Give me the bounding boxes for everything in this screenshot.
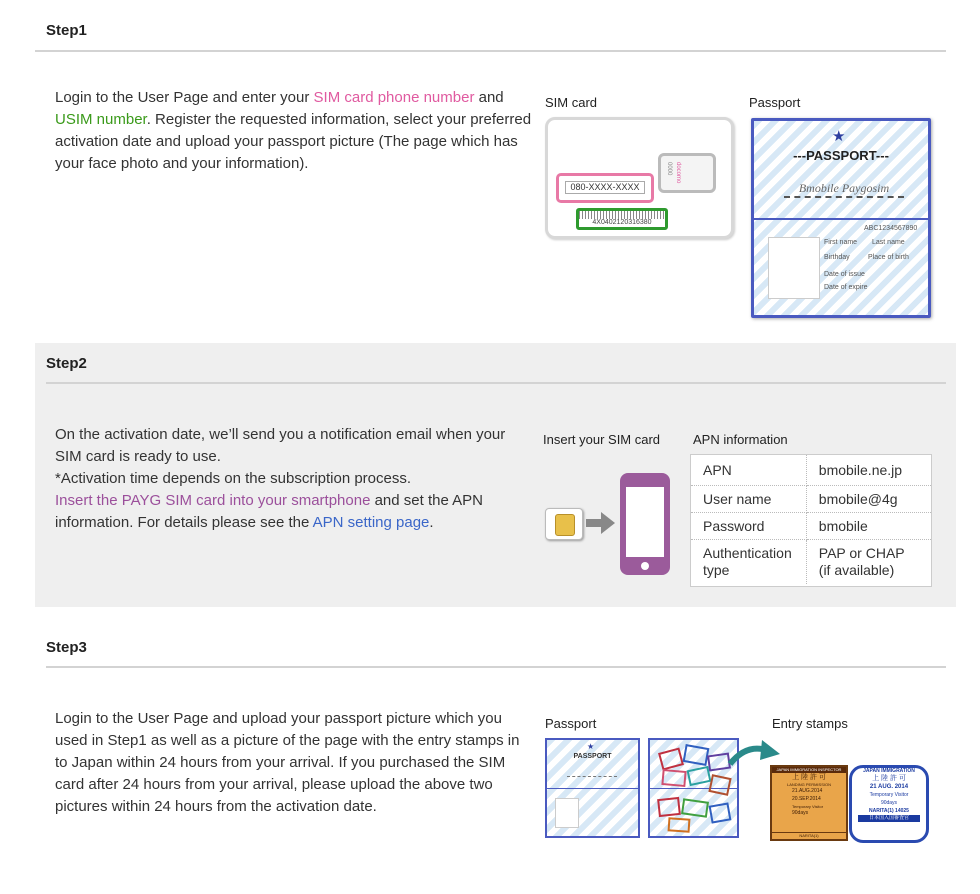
apn-value: bmobile.ne.jp	[806, 455, 931, 485]
stamp1-date1: 21.AUG.2014	[792, 788, 823, 794]
passport-fold	[754, 218, 928, 220]
apn-table	[690, 454, 932, 587]
passport-date-of-expire: Date of expire	[824, 284, 868, 291]
apn-info-caption: APN information	[693, 432, 788, 447]
apn-setting-link[interactable]: APN setting page	[312, 514, 430, 531]
apn-key: Password	[691, 512, 806, 539]
step2-divider	[46, 382, 946, 384]
passport-birthday: Birthday	[824, 254, 850, 261]
step1-text-c: . Register the requested information, select your preferred activation date and upload your passport picture (The page which has your face photo and your information).	[55, 111, 532, 172]
step2-line1: On the activation date, we’ll send you a notification email when your SIM card is ready to use.	[55, 426, 506, 465]
step2-note: *Activation time depends on the subscription process.	[55, 470, 412, 487]
sim-chip-icon: 0000 docomo	[658, 153, 716, 193]
step1-divider	[35, 50, 946, 52]
passport-number: ABC1234567890	[864, 225, 918, 232]
stamp2-footer: 日本国入国審査官	[858, 815, 920, 822]
apn-row	[691, 455, 931, 485]
mini-passport-heading: PASSPORT	[573, 753, 612, 760]
step1-text-b: and	[474, 89, 504, 106]
apn-key: User name	[691, 485, 806, 512]
step3-title: Step3	[46, 639, 87, 656]
step1-title: Step1	[46, 22, 87, 39]
apn-row	[691, 485, 931, 512]
apn-value: PAP or CHAP (if available)	[818, 544, 905, 578]
star-icon: ★	[832, 128, 846, 145]
stamp1-title: LANDING PERMISSION	[786, 782, 831, 787]
step2-description	[55, 424, 533, 534]
mini-passport-info-page	[545, 738, 640, 838]
passport-place-of-birth: Place of birth	[868, 254, 909, 261]
passport-photo	[768, 237, 820, 299]
japan-immigration-stamp	[849, 765, 929, 843]
stamp1-date2: 20.SEP.2014	[792, 796, 821, 802]
stamp2-port: NARITA(1) 14025	[869, 808, 909, 814]
mini-passport-photo	[555, 798, 579, 828]
apn-row	[691, 512, 931, 539]
apn-row	[691, 539, 931, 584]
apn-value: bmobile	[806, 512, 931, 539]
stamp1-status: Temporary Visitor	[792, 804, 824, 809]
sim-phone-box	[556, 173, 654, 203]
stamp1-port: NARITA(1)	[772, 832, 846, 839]
step1-text-a: Login to the User Page and enter your	[55, 89, 314, 106]
apn-key: Authentication type	[691, 539, 806, 584]
stamp2-duration: 90days	[880, 800, 898, 806]
smartphone-icon	[620, 473, 670, 575]
stamp1-kanji: 上 陸 許 可	[792, 774, 826, 781]
insert-sim-caption: Insert your SIM card	[543, 432, 661, 447]
arrow-right-icon	[586, 511, 616, 535]
stamp2-header: JAPAN IMMIGRATION	[863, 768, 915, 774]
stamp2-date: 21 AUG. 2014	[869, 784, 909, 790]
apn-value: bmobile@4g	[806, 485, 931, 512]
passport-last-name: Last name	[872, 239, 905, 246]
sim-usim-barcode	[576, 208, 668, 230]
passport-illustration	[751, 118, 931, 318]
stamp2-kanji: 上 陸 許 可	[872, 775, 906, 782]
passport-first-name: First name	[824, 239, 858, 246]
step2-title: Step2	[46, 355, 87, 372]
step3-passport-caption: Passport	[545, 716, 597, 731]
step1-description	[55, 87, 535, 175]
stamp1-duration: 90days	[792, 810, 809, 816]
star-icon: ★	[587, 742, 595, 751]
landing-permission-stamp	[770, 765, 848, 841]
apn-key: APN	[691, 455, 806, 485]
sim-card-caption: SIM card	[545, 95, 598, 110]
step2-period: .	[429, 514, 434, 531]
insert-sim-link[interactable]: Insert the PAYG SIM card into your smartphone	[55, 492, 371, 509]
sim-usim-number: 4X0402120316380	[579, 219, 665, 227]
stamp2-status: Temporary Visitor	[869, 792, 909, 798]
sim-number-highlight: SIM card phone number	[313, 89, 475, 106]
passport-date-of-issue: Date of issue	[824, 271, 865, 278]
sim-card-illustration	[545, 117, 734, 239]
passport-heading: ---PASSPORT---	[793, 148, 889, 163]
passport-caption: Passport	[749, 95, 801, 110]
curved-arrow-icon	[726, 738, 782, 768]
sim-phone-number: 080-XXXX-XXXX	[565, 181, 645, 194]
passport-signature: Bmobile Paygosim	[784, 181, 904, 198]
step3-divider	[46, 666, 946, 668]
sim-chip-brand: docomo	[675, 162, 681, 184]
entry-stamps-caption: Entry stamps	[772, 716, 848, 731]
stamp1-header: JAPAN IMMIGRATION INSPECTOR	[772, 767, 846, 773]
step2-text-set: and set the APN information. For details please see the	[55, 492, 483, 531]
sim-chip-icon	[545, 508, 583, 540]
step3-description: Login to the User Page and upload your passport picture which you used in Step1 as well as a picture of the page with the entry stamps in to Japan within 24 hours from your arrival. If you purchased the SIM card after 24 hours from your arrival, please upload the above two pictures within 24 hours from the activation date.	[55, 710, 520, 815]
usim-number-highlight: USIM number	[55, 111, 147, 128]
